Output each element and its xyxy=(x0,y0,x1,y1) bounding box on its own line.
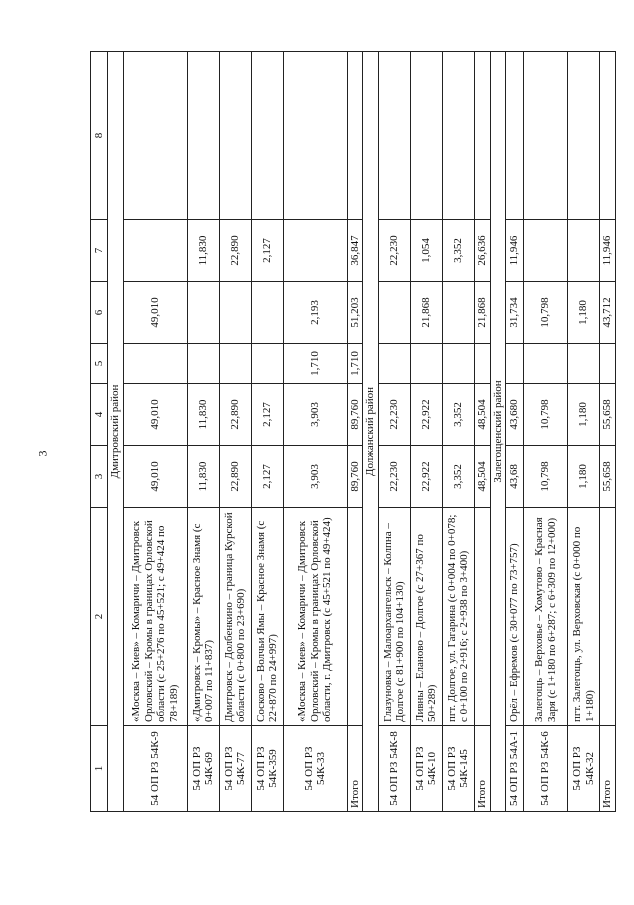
road-name: Сосково – Волчьи Ямы – Красное Знамя (с 22+870 по 24+997) xyxy=(251,508,283,726)
cell xyxy=(251,52,283,220)
table-row xyxy=(378,52,410,812)
road-name: «Дмитровск – Кромы» – Красное Знамя (с 0+007 по 11+837) xyxy=(187,508,219,726)
table-row xyxy=(219,52,251,812)
cell: 22,230 xyxy=(378,446,410,508)
cell xyxy=(568,52,600,220)
cell: 22,890 xyxy=(219,384,251,446)
section-title: Залегощенский район xyxy=(490,52,506,812)
cell: 31,734 xyxy=(506,282,524,344)
road-code: 54 ОП РЗ 54К-32 xyxy=(568,726,600,812)
cell: 21,868 xyxy=(410,282,442,344)
road-code: 54 ОП РЗ 54К-33 xyxy=(283,726,347,812)
cell: 1,710 xyxy=(347,344,363,384)
road-name: Залегощь – Верховье – Хомутово – Красная Заря (с 1+180 по 6+287; с 6+309 по 12+000) xyxy=(524,508,568,726)
cell: 26,636 xyxy=(474,220,490,282)
road-name: пгт. Долгое, ул. Гагарина (с 0+004 по 0+078; с 0+100 по 2+916; с 2+938 по 3+400) xyxy=(442,508,474,726)
cell: 10,798 xyxy=(524,446,568,508)
total-label: Итого xyxy=(474,726,490,812)
cell: 1,180 xyxy=(568,384,600,446)
total-row xyxy=(474,52,490,812)
road-code: 54 ОП РЗ 54К-77 xyxy=(219,726,251,812)
cell xyxy=(219,344,251,384)
cell: 22,230 xyxy=(378,220,410,282)
col-header: 2 xyxy=(91,508,108,726)
page-number: 3 xyxy=(35,450,50,457)
table-row xyxy=(568,52,600,812)
section-heading-row xyxy=(363,52,379,812)
cell xyxy=(442,282,474,344)
cell: 2,127 xyxy=(251,220,283,282)
road-name: Дмитровск – Долбенкино – граница Курской области (с 0+800 по 23+690) xyxy=(219,508,251,726)
cell xyxy=(219,52,251,220)
col-header: 5 xyxy=(91,344,108,384)
road-name: Орёл – Ефремов (с 30+077 по 73+757) xyxy=(506,508,524,726)
cell: 48,504 xyxy=(474,384,490,446)
cell: 89,760 xyxy=(347,384,363,446)
cell: 22,890 xyxy=(219,220,251,282)
road-code: 54 ОП РЗ 54К-9 xyxy=(123,726,187,812)
road-code: 54 ОП РЗ 54К-10 xyxy=(410,726,442,812)
road-code: 54 ОП РЗ 54А-1 xyxy=(506,726,524,812)
col-header: 1 xyxy=(91,726,108,812)
table-row xyxy=(123,52,187,812)
road-name: «Москва – Киев» – Комаричи – Дмитровск Орловский – Кромы в границах Орловской области, г. Дмитровск (с 45+521 по 49+424) xyxy=(283,508,347,726)
cell xyxy=(568,344,600,384)
cell xyxy=(123,344,187,384)
cell xyxy=(123,52,187,220)
cell xyxy=(187,282,219,344)
cell: 48,504 xyxy=(474,446,490,508)
road-name: «Москва – Киев» – Комаричи – Дмитровск Орловский – Кромы в границах Орловской области (с 25+276 по 45+521; с 49+424 по 78+189) xyxy=(123,508,187,726)
section-title: Дмитровский район xyxy=(108,52,124,812)
cell xyxy=(219,282,251,344)
cell: 43,712 xyxy=(600,282,616,344)
cell: 1,054 xyxy=(410,220,442,282)
cell: 11,946 xyxy=(600,220,616,282)
total-row xyxy=(347,52,363,812)
section-heading-row xyxy=(108,52,124,812)
section-heading-row xyxy=(490,52,506,812)
cell xyxy=(251,344,283,384)
cell xyxy=(474,508,490,726)
table-row xyxy=(251,52,283,812)
table-row xyxy=(524,52,568,812)
cell xyxy=(474,52,490,220)
road-code: 54 ОП РЗ 54К-8 xyxy=(378,726,410,812)
table-row xyxy=(187,52,219,812)
cell: 1,180 xyxy=(568,446,600,508)
cell xyxy=(378,282,410,344)
cell xyxy=(410,344,442,384)
cell xyxy=(187,52,219,220)
cell: 49,010 xyxy=(123,282,187,344)
cell xyxy=(378,52,410,220)
cell xyxy=(283,220,347,282)
cell: 22,230 xyxy=(378,384,410,446)
cell xyxy=(187,344,219,384)
cell: 43,68 xyxy=(506,446,524,508)
cell xyxy=(524,52,568,220)
col-header: 7 xyxy=(91,220,108,282)
cell xyxy=(347,508,363,726)
cell: 51,203 xyxy=(347,282,363,344)
col-header: 3 xyxy=(91,446,108,508)
col-header: 8 xyxy=(91,52,108,220)
cell: 55,658 xyxy=(600,384,616,446)
table-row xyxy=(442,52,474,812)
total-label: Итого xyxy=(347,726,363,812)
cell: 3,352 xyxy=(442,384,474,446)
cell: 3,352 xyxy=(442,446,474,508)
cell: 3,352 xyxy=(442,220,474,282)
cell: 10,798 xyxy=(524,384,568,446)
total-row xyxy=(600,52,616,812)
cell: 11,946 xyxy=(506,220,524,282)
cell: 55,658 xyxy=(600,446,616,508)
road-code: 54 ОП РЗ 54К-69 xyxy=(187,726,219,812)
cell: 89,760 xyxy=(347,446,363,508)
cell: 49,010 xyxy=(123,446,187,508)
road-name: пгт. Залегощь, ул. Верховская (с 0+000 по 1+180) xyxy=(568,508,600,726)
cell: 22,922 xyxy=(410,446,442,508)
col-header: 4 xyxy=(91,384,108,446)
table-row xyxy=(410,52,442,812)
cell xyxy=(506,344,524,384)
col-header: 6 xyxy=(91,282,108,344)
cell: 36,847 xyxy=(347,220,363,282)
cell: 49,010 xyxy=(123,384,187,446)
cell: 10,798 xyxy=(524,282,568,344)
road-table xyxy=(90,51,616,812)
road-name: Глазуновка – Малоархангельск – Колпна – Долгое (с 81+900 по 104+130) xyxy=(378,508,410,726)
cell xyxy=(378,344,410,384)
rotated-page xyxy=(90,52,614,812)
cell: 2,127 xyxy=(251,384,283,446)
road-code: 54 ОП РЗ 54К-6 xyxy=(524,726,568,812)
cell xyxy=(600,52,616,220)
cell: 2,193 xyxy=(283,282,347,344)
cell xyxy=(442,52,474,220)
cell xyxy=(524,220,568,282)
cell: 22,890 xyxy=(219,446,251,508)
road-name: Ливны – Еланово – Долгое (с 27+367 по 50+289) xyxy=(410,508,442,726)
section-title: Должанский район xyxy=(363,52,379,812)
cell: 11,830 xyxy=(187,384,219,446)
cell xyxy=(347,52,363,220)
cell: 43,680 xyxy=(506,384,524,446)
cell: 3,903 xyxy=(283,446,347,508)
cell xyxy=(123,220,187,282)
road-code: 54 ОП РЗ 54К-145 xyxy=(442,726,474,812)
cell xyxy=(506,52,524,220)
cell: 11,830 xyxy=(187,220,219,282)
cell xyxy=(283,52,347,220)
total-label: Итого xyxy=(600,726,616,812)
road-code: 54 ОП РЗ 54К-359 xyxy=(251,726,283,812)
cell: 22,922 xyxy=(410,384,442,446)
cell: 3,903 xyxy=(283,384,347,446)
cell xyxy=(600,508,616,726)
header-row xyxy=(91,52,108,812)
cell xyxy=(410,52,442,220)
cell xyxy=(251,282,283,344)
cell: 1,710 xyxy=(283,344,347,384)
cell xyxy=(524,344,568,384)
cell xyxy=(442,344,474,384)
cell: 21,868 xyxy=(474,282,490,344)
table-row xyxy=(283,52,347,812)
cell xyxy=(568,220,600,282)
cell: 1,180 xyxy=(568,282,600,344)
cell: 2,127 xyxy=(251,446,283,508)
cell xyxy=(474,344,490,384)
cell: 11,830 xyxy=(187,446,219,508)
cell xyxy=(600,344,616,384)
table-row xyxy=(506,52,524,812)
